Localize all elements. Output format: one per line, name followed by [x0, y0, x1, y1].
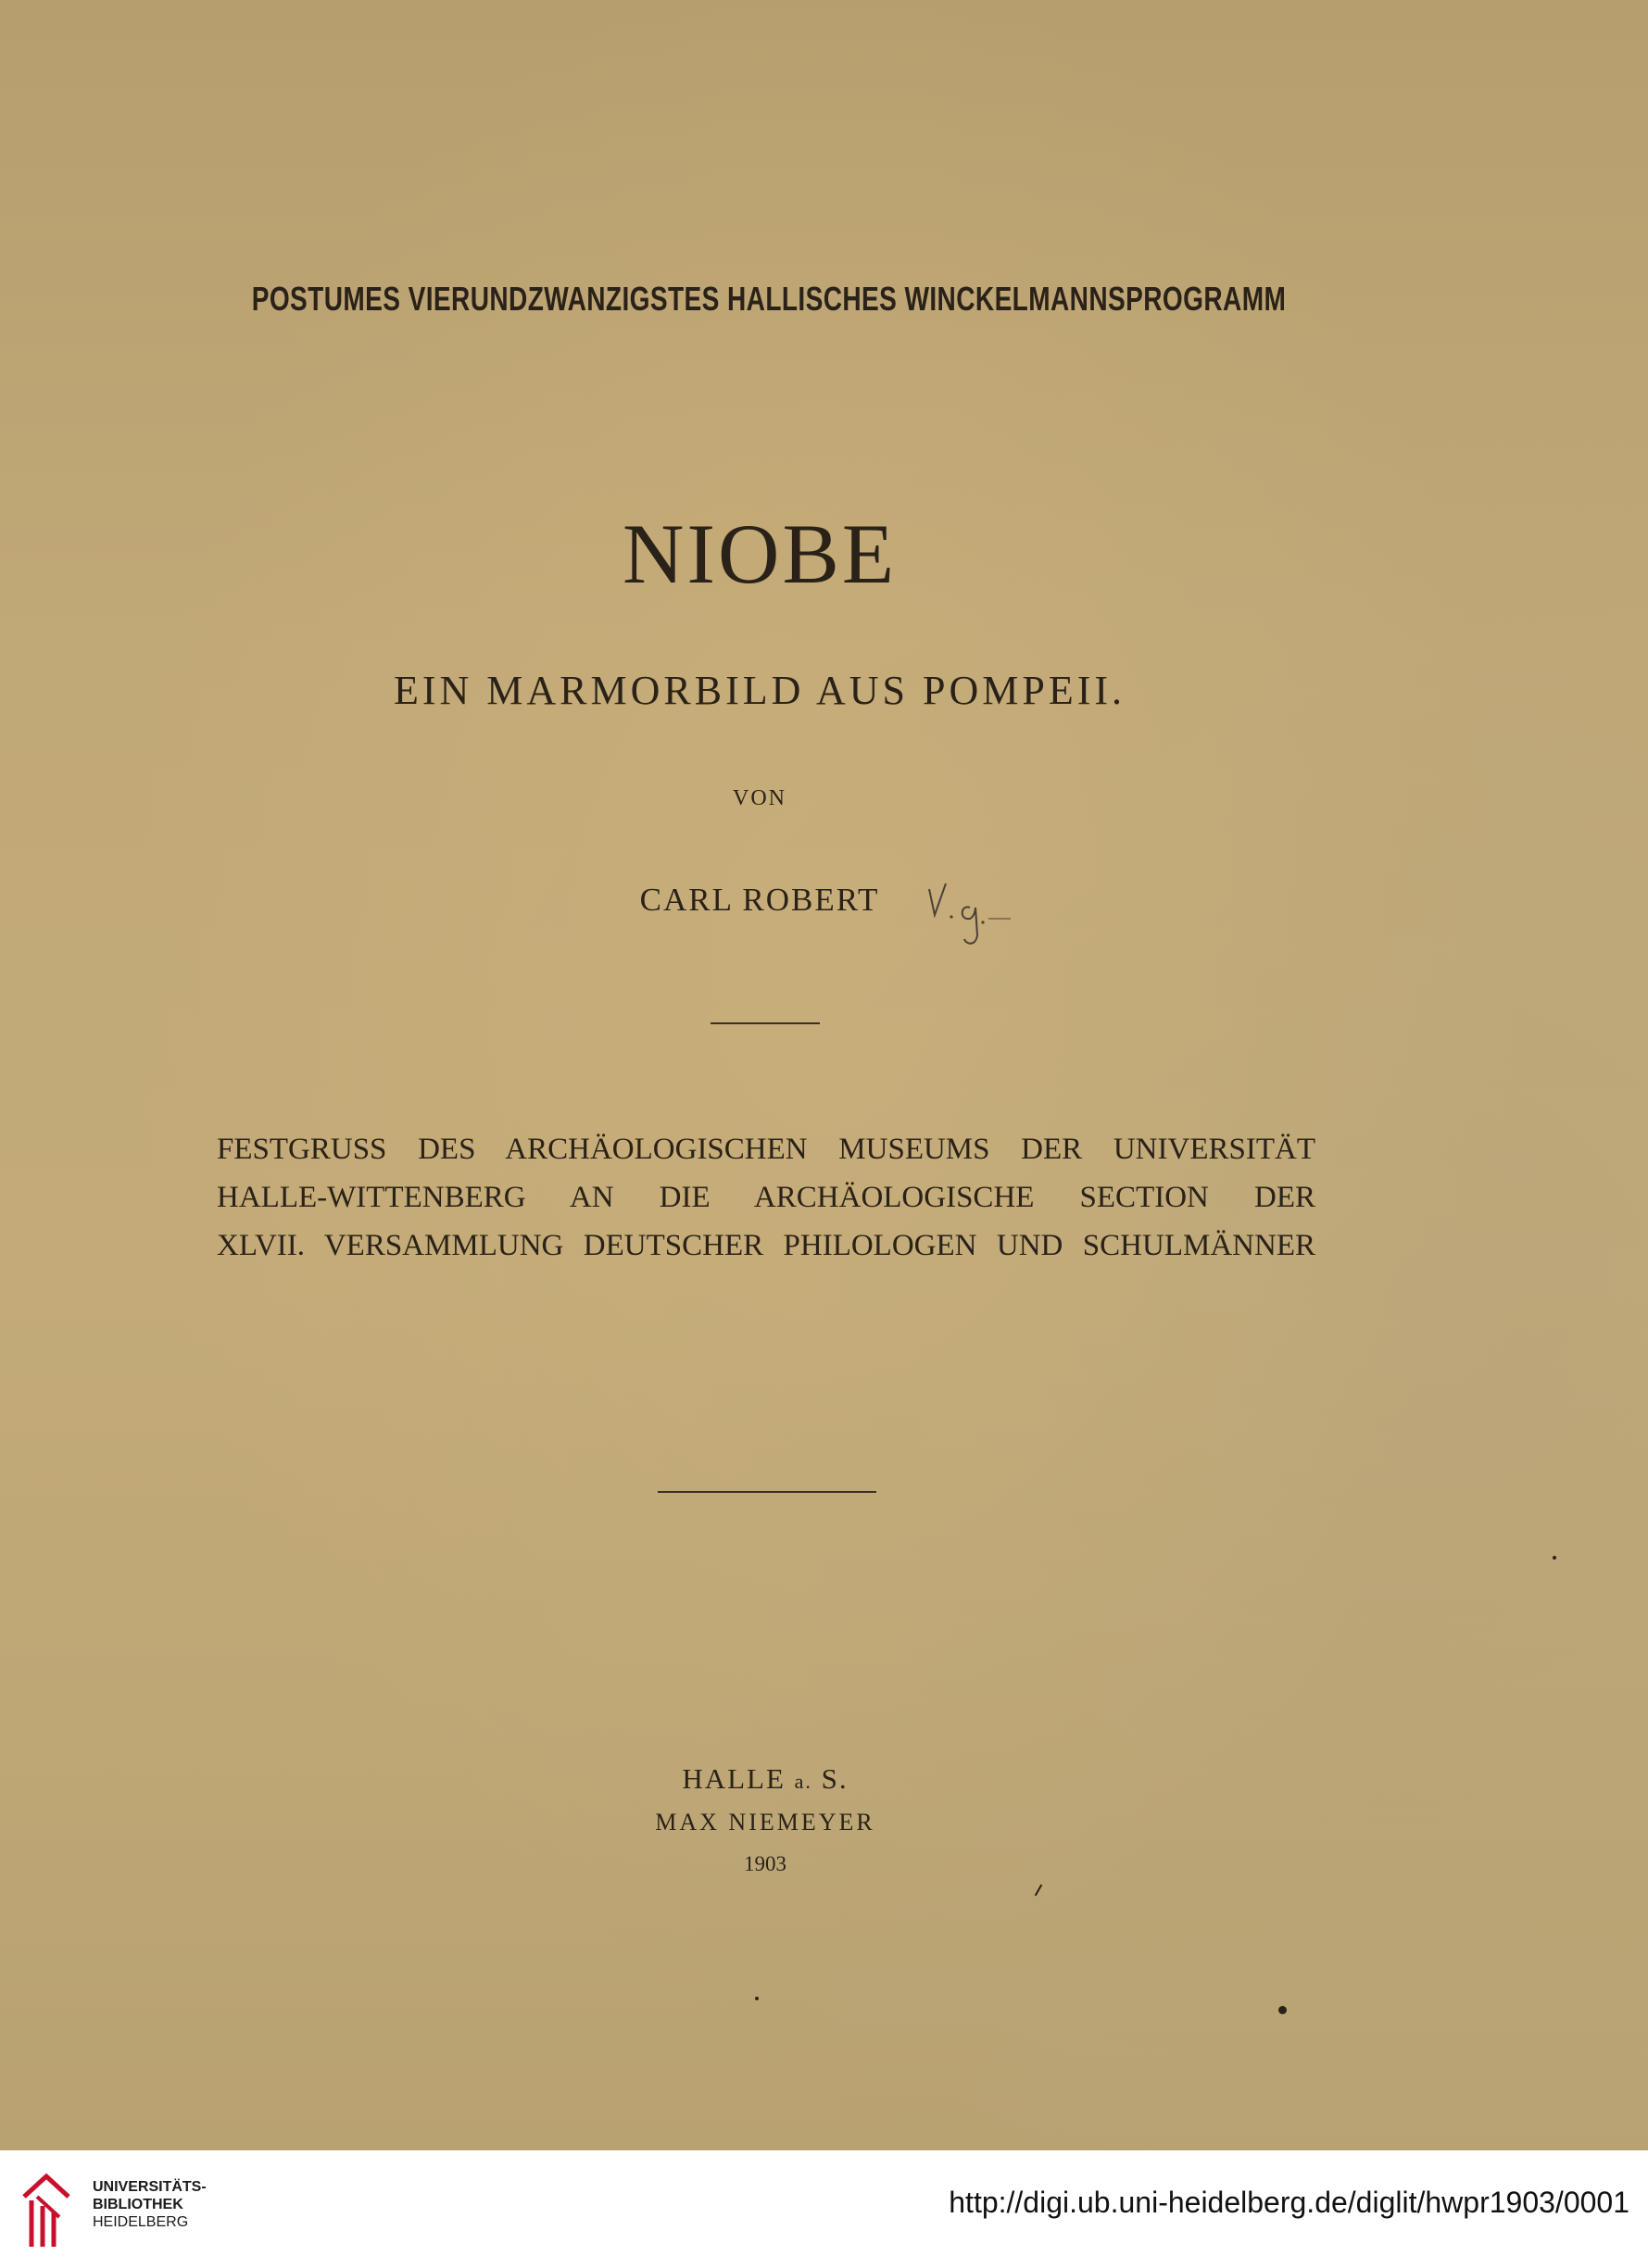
- publication-place: [0, 1762, 1530, 1796]
- dedication-block: [217, 1125, 1315, 1270]
- divider-rule: [711, 1022, 820, 1024]
- publication-year: 1903: [744, 1852, 786, 1875]
- paper-speck: [755, 1997, 759, 2000]
- dedication-line: HALLE-WITTENBERG AN DIE ARCHÄOLOGISCHE SECTION DER: [217, 1181, 1315, 1214]
- library-logo-icon: [19, 2169, 83, 2252]
- library-line: UNIVERSITÄTS-: [93, 2179, 207, 2195]
- handwritten-annotation: [922, 871, 1014, 954]
- library-name: [93, 2178, 207, 2231]
- dedication-line: FESTGRUSS DES ARCHÄOLOGISCHEN MUSEUMS DER UNIVERSITÄT: [217, 1133, 1315, 1166]
- place-main: HALLE: [682, 1762, 786, 1795]
- place-small: a.: [794, 1770, 812, 1793]
- dedication-line: XLVII. VERSAMMLUNG DEUTSCHER PHILOLOGEN UND SCHULMÄNNER: [217, 1229, 1315, 1262]
- paper-speck: [1035, 1884, 1043, 1896]
- page-title: NIOBE: [622, 507, 898, 601]
- paper-speck: [1278, 2006, 1287, 2014]
- permalink-url[interactable]: http://digi.ub.uni-heidelberg.de/diglit/hwpr1903/0001: [949, 2186, 1629, 2219]
- subtitle: EIN MARMORBILD AUS POMPEII.: [393, 668, 1126, 713]
- byline-von: VON: [733, 786, 786, 810]
- library-line: BIBLIOTHEK: [93, 2197, 183, 2212]
- series-heading: POSTUMES VIERUNDZWANZIGSTES HALLISCHES WINCKELMANNSPROGRAMM: [251, 280, 1287, 318]
- divider-rule: [658, 1491, 876, 1493]
- paper-speck: [1553, 1556, 1556, 1560]
- footer-bar: [0, 2150, 1648, 2268]
- publisher: MAX NIEMEYER: [655, 1809, 875, 1836]
- author-name: CARL ROBERT: [639, 882, 880, 918]
- library-line: HEIDELBERG: [93, 2214, 189, 2230]
- place-end: S.: [821, 1762, 849, 1795]
